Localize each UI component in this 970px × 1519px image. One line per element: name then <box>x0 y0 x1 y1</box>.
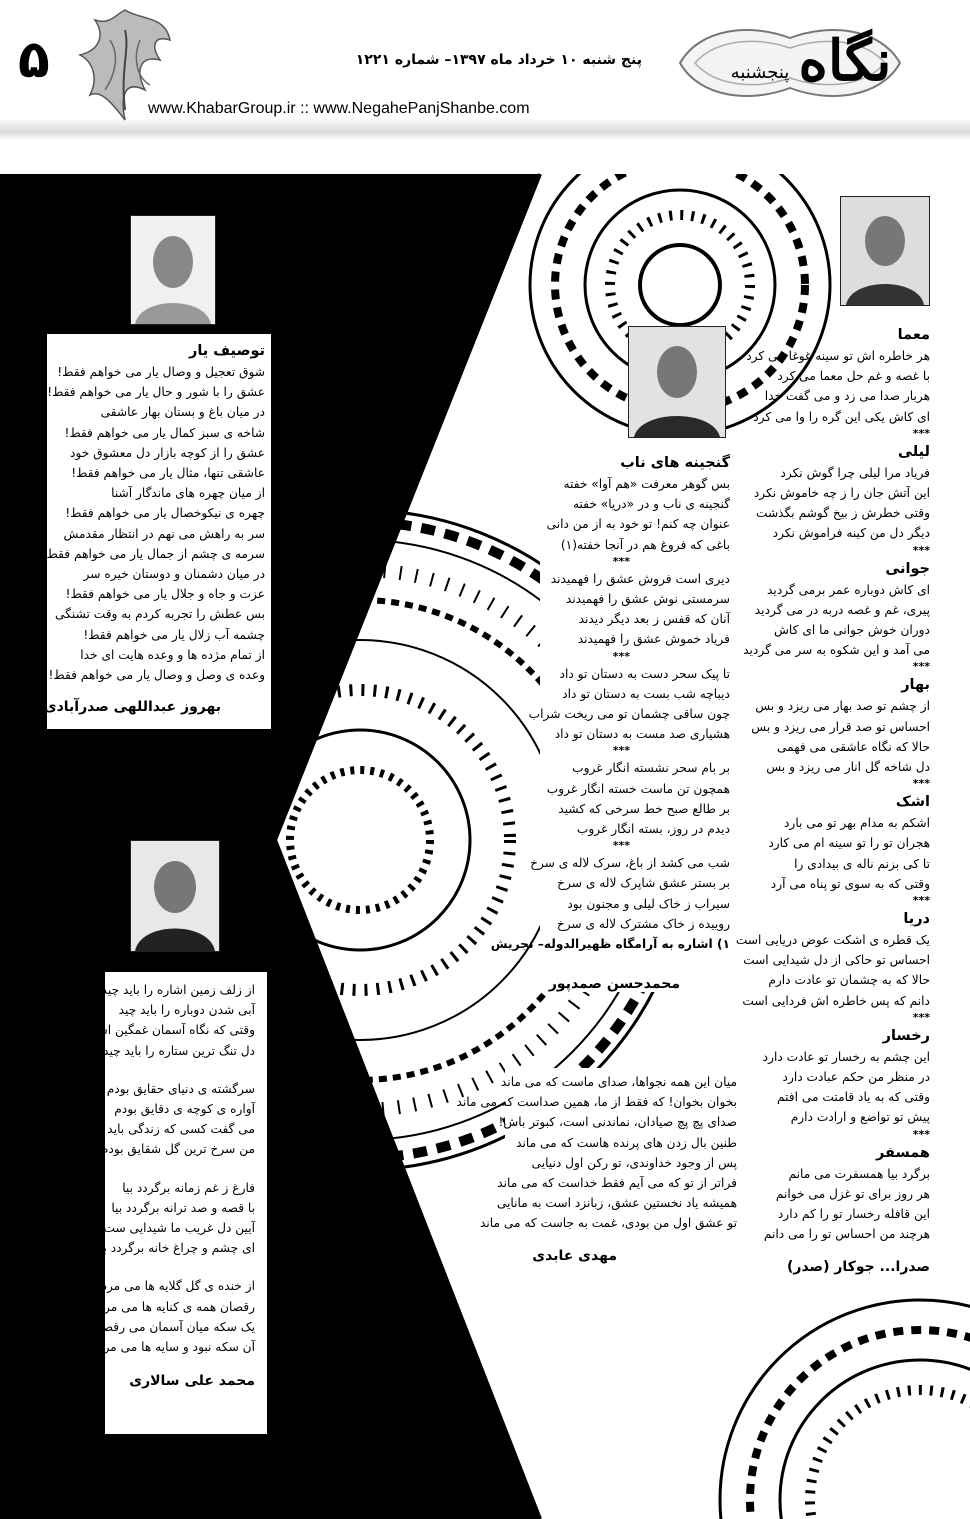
poem-line: سرگشته ی دنیای حقایق بودم <box>106 1081 255 1096</box>
poem-line: همیشه یاد نخستین عشق، زبانزد است به مانایی <box>496 1196 737 1211</box>
author-samadpour: محمدحسن صمدپور <box>548 976 680 993</box>
stanza-gap <box>105 1160 255 1178</box>
poem-line: سرمستی نوش عشق را فهمیدند <box>565 592 730 607</box>
poem-line: دیگر دل من کینه فراموش نکرد <box>772 526 930 541</box>
poem-separator: *** <box>612 744 630 758</box>
poem-line: باغی که فروغ هم در آنجا خفته(۱) <box>560 537 730 552</box>
poem-line: بر بستر عشق شاپرک لاله ی سرخ <box>557 876 730 891</box>
poem-line: سیراب ز خاک لیلی و مجنون بود <box>567 896 730 911</box>
poem-line: برگرد بیا همسفرت می مانم <box>788 1166 930 1181</box>
poem-line: دل تنگ ترین ستاره را باید چید <box>103 1043 255 1058</box>
poem-line: شوق تعجیل و وصال یار می خواهم فقط! <box>57 365 265 379</box>
poem-line: آواره ی کوچه ی دقایق بودم <box>114 1102 255 1117</box>
poem-line: فریاد خموش عشق را فهمیدند <box>577 632 730 647</box>
poem-line: آبی شدن دوباره را باید چید <box>118 1003 255 1018</box>
poem-line: پیش تو تواضع و ارادت دارم <box>790 1110 930 1125</box>
poem-title: گنجینه های ناب <box>620 455 730 471</box>
poem-separator: *** <box>612 649 630 663</box>
poem-title: معما <box>897 327 930 343</box>
poem-line: حالا که نگاه عاشقی می فهمی <box>777 739 930 754</box>
poem-line: از تمام مژده ها و وعده هایت ای خدا <box>80 647 265 662</box>
poem-line: می گفت کسی که زندگی باید کرد <box>85 1122 255 1137</box>
poem-line: سرمه ی چشم از جمال یار می خواهم فقط! <box>41 546 265 561</box>
poem-line: میان این همه نجواها، صدای ماست که می ماند <box>500 1075 737 1089</box>
website-urls[interactable]: www.KhabarGroup.ir :: www.NegahePanjShanbe.com <box>148 100 530 117</box>
poem-line: هر روز برای تو غزل می خوانم <box>775 1186 930 1201</box>
stanza-gap <box>105 1258 255 1276</box>
poem-line: از زلف زمین اشاره را باید چید <box>101 983 255 997</box>
poem-line: عزت و جاه و جلال یار می خواهم فقط! <box>65 587 265 602</box>
poem-line: بر طالع صبح خط سرخی که کشید <box>558 801 730 816</box>
poem-title: بهار <box>901 677 930 694</box>
poem-title: رخسار <box>882 1027 930 1044</box>
poem-line: هرچند من احساس تو را می دانم <box>763 1227 930 1242</box>
poem-line: شاخه ی سبز کمال یار می خواهم فقط! <box>64 425 265 440</box>
poem-line: چون ساقی چشمان تو می ریخت شراب <box>528 707 730 722</box>
poem-line: سر به راهش می نهم در انتظار مقدمش <box>63 526 265 541</box>
poet-photo-salari <box>130 840 220 952</box>
poem-line: وعده ی وصل و وصال یار می خواهم فقط! <box>48 668 265 683</box>
poem-line: می آمد و این شکوه به سر می گردید <box>743 643 930 658</box>
poem-line: طنین بال زدن های پرنده هاست که می ماند <box>516 1135 737 1150</box>
newspaper-logo <box>640 8 940 118</box>
poem-line: در منظر من حکم عبادت دارد <box>782 1070 930 1085</box>
poem-title: توصیف یار <box>188 343 265 359</box>
poem-separator: *** <box>612 839 630 853</box>
mandala-bottom <box>720 1300 970 1519</box>
poem-separator: *** <box>912 660 930 674</box>
poem-box-tosif-yar <box>41 334 271 729</box>
poem-title: جوانی <box>885 560 930 577</box>
poem-column-abedi <box>456 1068 737 1268</box>
poem-line: حالا که به چشمان تو عادت دارم <box>768 973 930 988</box>
poem-line: چهره ی نیکوخصال یار می خواهم فقط! <box>65 506 265 521</box>
poem-line: فراتر از تو که می آیم فقط خداست که می ماند <box>497 1176 737 1191</box>
poem-line: یک سکه میان آسمان می رقصید <box>92 1319 255 1334</box>
poem-line: ای چشم و چراغ خانه برگردد بیا <box>96 1241 255 1256</box>
poem-line: ای کاش دوباره عمر برمی گردید <box>767 582 930 597</box>
poem-line: تا کی بزنم ناله ی بیدادی را <box>794 856 930 871</box>
poem-line: با غصه و غم حل معما می کرد <box>777 369 930 384</box>
poem-title: لیلی <box>898 443 930 460</box>
poem-separator: *** <box>912 1127 930 1141</box>
poem-line: پیری، غم و غصه دربه در می گردید <box>754 602 930 617</box>
poem-line: وقتی که به سوی تو پناه می آرد <box>770 876 930 891</box>
poem-line: این آتش جان را ز چه خاموش نکرد <box>753 486 930 501</box>
poem-line: وقتی که نگاه آسمان غمگین است <box>85 1023 255 1038</box>
poem-line: آیین دل غریب ما شیدایی ست <box>103 1221 255 1236</box>
poem-column-jokar <box>735 324 930 1275</box>
poem-line: گنجینه ی ناب و در «دریا» خفته <box>572 497 730 512</box>
author-abdollahi: بهروز عبداللهی صدرآبادی <box>43 699 221 716</box>
page-number: ۵ <box>18 30 50 90</box>
author-salari: محمد علی سالاری <box>129 1373 255 1390</box>
poem-line: دل شاخه گل انار می ریزد و بس <box>766 760 930 775</box>
poem-line: احساس تو صد قرار می ریزد و بس <box>751 719 930 734</box>
poem-line: فریاد مرا لیلی چرا گوش نکرد <box>780 465 930 480</box>
poem-title: اشک <box>895 794 930 811</box>
poem-line: دیباچه شب بست به دستان تو داد <box>562 686 730 701</box>
poem-line: عشق را از کوچه بازار دل معشوق خود <box>70 445 265 460</box>
poem-line: دیدم در روز، بسته انگار غروب <box>576 822 730 837</box>
logo-text: نگاه <box>798 28 892 94</box>
poem-line: من سرخ ترین گل شقایق بودم <box>100 1142 255 1157</box>
poem-line: دانم که پس خاطره اش فردایی است <box>742 993 930 1008</box>
poem-line: بر بام سحر نشسته انگار غروب <box>572 761 730 776</box>
poem-line: پس از وجود خداوندی، تو رکن اول دنیایی <box>531 1155 737 1170</box>
poet-photo-abdollahi <box>130 215 216 325</box>
poem-line: دوران خوش جوانی ما ای کاش <box>774 623 930 638</box>
poem-line: آن سکه نبود و سایه ها می مردند <box>88 1340 255 1355</box>
author-abedi: مهدی عابدی <box>532 1247 617 1264</box>
poem-line: از خنده ی گل گلایه ها می مردند <box>91 1279 255 1294</box>
poem-line: چشمه آب زلال یار می خواهم فقط! <box>83 627 265 642</box>
poem-line: وقتی که به یاد قامتت می افتم <box>777 1090 930 1105</box>
poem-line: همچون تن ماست خسته انگار غروب <box>546 781 730 796</box>
poem-title: دریا <box>903 911 930 928</box>
poem-line: دیری است فروش عشق را فهمیدند <box>550 571 730 586</box>
poem-line: این قافله رخسار تو را کم دارد <box>777 1207 930 1222</box>
poem-line: عنوان چه کنم! تو خود به از من دانی <box>546 517 730 532</box>
poem-line: عشق را با شور و حال یار می خواهم فقط! <box>47 385 265 400</box>
poem-line: در میان باغ و بستان بهار عاشقی <box>100 405 265 420</box>
logo-subtext: پنجشنبه <box>730 62 790 83</box>
poem-line: عاشقی تنها، مثال یار می خواهم فقط! <box>71 466 265 481</box>
poet-photo-sadra-jokar <box>840 196 930 306</box>
poem-line: بخوان بخوان! که فقط از ما، همین صداست که می ماند <box>456 1095 737 1110</box>
stanza-gap <box>105 1061 255 1079</box>
poet-photo-samadpour <box>628 326 726 438</box>
poem-line: یک قطره ی اشکت عوض دریایی است <box>735 933 930 948</box>
poem-line: هر خاطره اش تو سینه غوغا می کرد <box>746 349 930 363</box>
issue-date-line: پنج شنبه ۱۰ خرداد ماه ۱۳۹۷– شماره ۱۲۲۱ <box>355 52 642 68</box>
poem-box-salari <box>85 972 267 1434</box>
author-jokar: صدرا... جوکار (صدر) <box>787 1258 930 1275</box>
poem-line: تو عشق اول من بودی، غمت به جاست که می ماند <box>479 1216 737 1231</box>
poem-column-samadpour <box>490 452 730 993</box>
poem-separator: *** <box>912 1010 930 1024</box>
poem-line: فارغ ز غم زمانه برگردد بیا <box>122 1180 255 1195</box>
poem-line: از چشم تو صد بهار می ریزد و بس <box>755 699 930 714</box>
poem-line: اشکم به مدام بهر تو می بارد <box>784 816 930 831</box>
poem-line: از میان چهره های ماندگار آشنا <box>111 486 265 501</box>
poem-line: آنان که قفس ز بعد دیگر دیدند <box>578 612 730 627</box>
poem-line: تا پیک سحر دست به دستان تو داد <box>559 666 730 681</box>
poem-line: احساس تو حاکی از دل شیدایی است <box>743 953 930 968</box>
poem-separator: *** <box>912 543 930 557</box>
poem-title: همسفر <box>876 1144 930 1161</box>
poem-separator: *** <box>912 777 930 791</box>
poem-line: بس گوهر معرفت «هم آوا» خفته <box>563 477 730 491</box>
poem-line: هشیاری صد مست به دستان تو داد <box>554 727 730 742</box>
poem-separator: *** <box>612 554 630 568</box>
poem-separator: *** <box>912 426 930 440</box>
poem-line: روییده ز خاک مشترک لاله ی سرخ <box>556 916 730 931</box>
poem-line: شب می کشد از باغ، سرک لاله ی سرخ <box>530 856 730 871</box>
poem-line: با قصه و صد ترانه برگردد بیا <box>111 1200 255 1215</box>
poem-line: این چشم به رخسار تو عادت دارد <box>762 1049 930 1064</box>
poem-line: هربار صدا می زد و می گفت خدا <box>764 389 930 404</box>
poem-line: بس عطش را تجربه کردم به وقت تشنگی <box>55 607 265 622</box>
poem-line: ای کاش یکی این گره را وا می کرد <box>753 409 930 424</box>
poem-line: وقتی خطرش ز بیخ گوشم بگذشت <box>756 506 930 521</box>
poem-line: در میان دشمنان و دوستان خیره سر <box>83 567 265 582</box>
footnote: ۱) اشاره به آرامگاه ظهیرالدوله– تجریش <box>490 937 730 952</box>
poem-line: صدای پچ پچ صیادان، نماندنی است، کبوتر باش! <box>498 1115 737 1130</box>
poem-line: هجران تو را تو سینه ام می کارد <box>768 836 930 851</box>
poem-separator: *** <box>912 894 930 908</box>
poem-line: رقصان همه ی کنایه ها می مردند <box>88 1299 255 1314</box>
